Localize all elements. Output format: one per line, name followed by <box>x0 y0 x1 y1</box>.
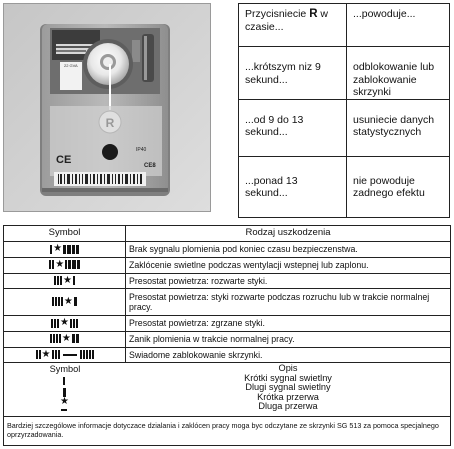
legend-item: Dlugi sygnal swietlny <box>245 382 331 393</box>
short-signal-bar-icon <box>65 260 67 269</box>
fault-description: Zaklócenie swietlne podczas wentylacji wstepnej lub zaplonu. <box>126 257 451 273</box>
fault-symbol-cell <box>4 331 126 347</box>
short-signal-bar-icon <box>57 276 59 285</box>
fault-symbol-cell <box>4 257 126 273</box>
fault-symbol-cell <box>4 347 126 363</box>
star-icon: ★ <box>41 348 51 360</box>
short-signal-bar-icon <box>52 297 54 306</box>
fault-description: Presostat powietrza: rozwarte styki. <box>126 273 451 289</box>
blink-code <box>51 317 78 329</box>
fault-description: Presostat powietrza: zgrzane styki. <box>126 315 451 331</box>
short-signal-bar-icon <box>92 350 94 359</box>
star-icon: ★ <box>60 396 69 408</box>
short-signal-bar-icon <box>70 319 72 328</box>
long-signal-bar-icon <box>63 245 66 254</box>
press-header-prefix: Przycisniecie <box>245 8 310 20</box>
indicator-lens <box>102 144 118 160</box>
press-effect-cell: nie powoduje zadnego efektu <box>347 156 450 217</box>
legend-symbols <box>4 363 126 413</box>
short-signal-bar-icon <box>54 319 56 328</box>
blink-code <box>50 243 79 255</box>
fault-symbol-cell <box>4 289 126 315</box>
fault-description: Zanik plomienia w trakcie normalnej pracy. <box>126 331 451 347</box>
long-signal-bar-icon <box>72 334 75 343</box>
long-signal-bar-icon <box>76 334 79 343</box>
effect-header-cell: ...powoduje... <box>347 4 450 47</box>
fault-description: Brak sygnalu plomienia pod koniec czasu bezpieczenstwa. <box>126 241 451 257</box>
barcode <box>54 172 146 186</box>
star-icon: ★ <box>53 243 63 255</box>
fault-symbol-cell <box>4 241 126 257</box>
legend-item: Dluga przerwa <box>258 401 318 412</box>
star-icon: ★ <box>61 332 71 344</box>
dash-icon <box>63 354 77 356</box>
control-box-illustration <box>4 4 211 212</box>
press-time-cell: ...od 9 do 13 sekund... <box>239 99 347 156</box>
legend-descriptions <box>126 363 450 411</box>
device-photo <box>3 3 211 212</box>
legend-symbol-header: Symbol <box>49 364 81 375</box>
symbol-column-header: Symbol <box>4 226 126 242</box>
press-header-letter: R <box>309 8 318 20</box>
short-signal-bar-icon <box>86 350 88 359</box>
ce-mark: CE <box>56 154 72 166</box>
legend-cell <box>4 363 451 417</box>
fault-description: Presostat powietrza: styki rozwarte podczas rozruchu lub w trakcie normalnej pracy. <box>126 289 451 315</box>
device-code: CE8 <box>144 163 156 169</box>
short-signal-bar-icon <box>49 260 51 269</box>
long-signal-bar-icon <box>68 260 71 269</box>
short-signal-bar-icon <box>54 276 56 285</box>
legend-desc-header: Opis <box>278 363 298 374</box>
long-signal-bar-icon <box>72 245 75 254</box>
press-header-cell <box>239 4 347 47</box>
long-signal-bar-icon <box>72 260 75 269</box>
press-time-cell: ...ponad 13 sekund... <box>239 156 347 217</box>
press-effect-cell: usuniecie danych statystycznych <box>347 99 450 156</box>
short-signal-bar-icon <box>73 319 75 328</box>
star-icon: ★ <box>60 317 69 329</box>
short-signal-bar-icon <box>53 334 55 343</box>
short-signal-bar-icon <box>61 297 63 306</box>
short-signal-bar-icon <box>73 276 75 285</box>
short-signal-bar-icon <box>59 334 61 343</box>
short-signal-bar-icon <box>51 319 53 328</box>
legend-item: Krótka przerwa <box>257 391 319 402</box>
fault-symbol-cell <box>4 315 126 331</box>
long-signal-bar-icon <box>74 297 77 306</box>
long-signal-bar-icon <box>77 260 80 269</box>
short-signal-bar-icon <box>63 377 65 385</box>
short-signal-bar-icon <box>83 350 85 359</box>
long-signal-bar-icon <box>67 245 70 254</box>
fault-column-header: Rodzaj uszkodzenia <box>126 226 451 242</box>
press-time-cell: ...krótszym niz 9 sekund... <box>239 47 347 100</box>
ip-rating: IP40 <box>136 147 147 153</box>
short-signal-bar-icon <box>80 350 82 359</box>
fault-symbol-cell <box>4 273 126 289</box>
blink-code <box>52 296 77 308</box>
short-signal-bar-icon <box>55 297 57 306</box>
dash-icon <box>61 409 67 411</box>
short-signal-bar-icon <box>57 319 59 328</box>
legend-item: Krótki sygnal swietlny <box>244 372 332 383</box>
short-signal-bar-icon <box>89 350 91 359</box>
press-effect-cell: odblokowanie lub zablokowanie skrzynki <box>347 47 450 100</box>
star-icon: ★ <box>63 274 72 286</box>
fault-code-table <box>3 225 451 446</box>
short-signal-bar-icon <box>58 297 60 306</box>
short-signal-bar-icon <box>55 350 57 359</box>
blink-code <box>49 259 80 271</box>
reset-duration-table <box>238 3 450 218</box>
footnote: Bardziej szczególowe informacje dotyczace dzialania i zaklócen pracy moga byc odczytane ze skrzynki SG 513 za pomoca specjalnego oprzyrzadowania. <box>4 417 451 446</box>
fault-description: Swiadome zablokowanie skrzynki. <box>126 347 451 363</box>
blink-code <box>36 349 94 361</box>
short-signal-bar-icon <box>39 350 41 359</box>
short-signal-bar-icon <box>52 260 54 269</box>
short-signal-bar-icon <box>56 334 58 343</box>
panel-label: 22 GVA <box>64 63 78 68</box>
blink-code <box>54 275 75 287</box>
short-signal-bar-icon <box>76 319 78 328</box>
short-signal-bar-icon <box>50 245 52 254</box>
star-icon: ★ <box>55 258 65 270</box>
star-icon: ★ <box>63 295 73 307</box>
short-signal-bar-icon <box>60 276 62 285</box>
short-signal-bar-icon <box>52 350 54 359</box>
short-signal-bar-icon <box>36 350 38 359</box>
short-signal-bar-icon <box>58 350 60 359</box>
blink-code <box>50 333 79 345</box>
short-signal-bar-icon <box>50 334 52 343</box>
press-header-suffix: w czasie... <box>245 8 328 33</box>
long-signal-bar-icon <box>76 245 79 254</box>
